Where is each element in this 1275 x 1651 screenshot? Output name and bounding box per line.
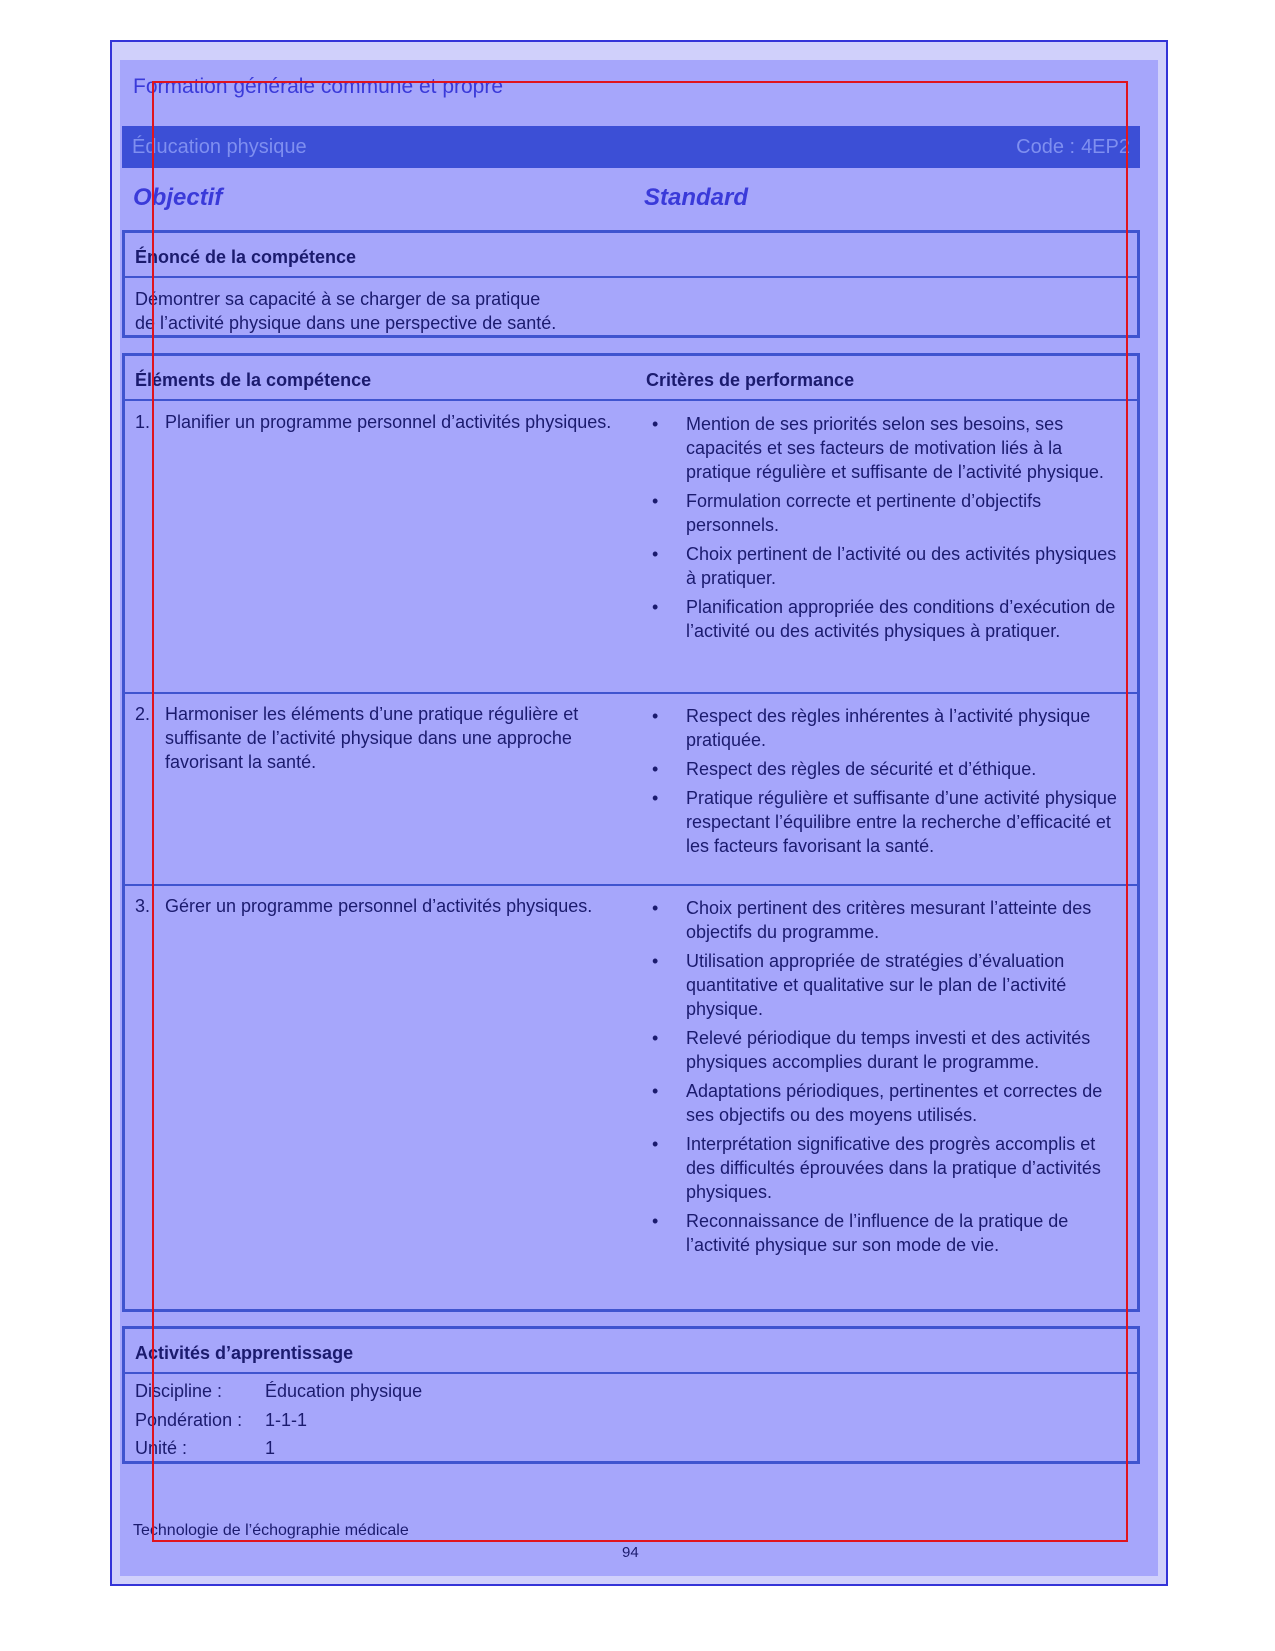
code-value: 4EP2 <box>1081 135 1130 158</box>
course-code <box>1016 136 1130 159</box>
bullet-icon: • <box>652 1134 659 1154</box>
bullet-icon: • <box>652 414 659 434</box>
section-title: Formation générale commune et propre <box>133 75 504 98</box>
list-item <box>650 704 1120 752</box>
criterion-text: Mention de ses priorités selon ses besoins, ses capacités et ses facteurs de motivation liés à la pratique régulière et suffisante de l’activité physique. <box>686 414 1104 482</box>
list-item <box>650 1079 1120 1127</box>
competence-statement-line-2: de l’activité physique dans une perspective de santé. <box>135 313 557 333</box>
element-text: Gérer un programme personnel d’activités physiques. <box>165 896 593 916</box>
footer-program-name: Technologie de l’échographie médicale <box>133 1522 409 1539</box>
criteria-heading: Critères de performance <box>646 370 855 390</box>
learning-activities-heading: Activités d’apprentissage <box>135 1343 354 1363</box>
divider <box>125 276 1137 278</box>
list-item <box>650 757 1120 781</box>
bullet-icon: • <box>652 898 659 918</box>
list-item <box>650 949 1120 1021</box>
weighting-value: 1-1-1 <box>265 1410 308 1430</box>
criterion-text: Interprétation significative des progrès accomplis et des difficultés éprouvées dans la pratique d’activités physiques. <box>686 1134 1101 1202</box>
table-row <box>125 890 1137 1308</box>
bullet-icon: • <box>652 1081 659 1101</box>
competence-statement-heading: Énoncé de la compétence <box>135 247 357 267</box>
elements-criteria-table <box>122 353 1140 1312</box>
bullet-icon: • <box>652 1211 659 1231</box>
list-item <box>650 1026 1120 1074</box>
list-item <box>650 489 1120 537</box>
criteria-list <box>650 896 1120 1262</box>
bullet-icon: • <box>652 491 659 511</box>
list-item <box>650 1132 1120 1204</box>
divider <box>125 692 1137 694</box>
standard-heading: Standard <box>644 184 749 211</box>
discipline-value: Éducation physique <box>265 1381 423 1401</box>
course-title-bar <box>122 126 1140 168</box>
criterion-text: Planification appropriée des conditions d’exécution de l’activité ou des activités physiques à pratiquer. <box>686 597 1116 641</box>
table-row <box>125 698 1137 880</box>
criterion-text: Formulation correcte et pertinente d’objectifs personnels. <box>686 491 1042 535</box>
list-item <box>650 786 1120 858</box>
criterion-text: Respect des règles de sécurité et d’éthique. <box>686 759 1037 779</box>
course-name: Éducation physique <box>132 135 307 158</box>
discipline-label: Discipline : <box>135 1381 223 1401</box>
criterion-text: Adaptations périodiques, pertinentes et correctes de ses objectifs ou des moyens utilisés. <box>686 1081 1103 1125</box>
competence-statement-box <box>122 230 1140 338</box>
criterion-text: Relevé périodique du temps investi et des activités physiques accomplies durant le programme. <box>686 1028 1091 1072</box>
bullet-icon: • <box>652 597 659 617</box>
unit-label: Unité : <box>135 1438 188 1458</box>
criterion-text: Choix pertinent de l’activité ou des activités physiques à pratiquer. <box>686 544 1117 588</box>
element-text: Harmoniser les éléments d’une pratique régulière et suffisante de l’activité physique dans une approche favorisant la santé. <box>165 704 579 772</box>
weighting-label: Pondération : <box>135 1410 243 1430</box>
criteria-list <box>650 704 1120 863</box>
bullet-icon: • <box>652 759 659 779</box>
list-item <box>650 542 1120 590</box>
bullet-icon: • <box>652 1028 659 1048</box>
page-number: 94 <box>622 1544 639 1561</box>
unit-value: 1 <box>265 1438 276 1458</box>
code-label: Code : <box>1016 135 1076 158</box>
bullet-icon: • <box>652 788 659 808</box>
element-number: 2. <box>135 704 151 724</box>
list-item <box>650 595 1120 643</box>
elements-heading: Éléments de la compétence <box>135 370 372 390</box>
element-number: 1. <box>135 412 151 432</box>
table-row <box>125 406 1137 686</box>
divider <box>125 399 1137 401</box>
criterion-text: Choix pertinent des critères mesurant l’atteinte des objectifs du programme. <box>686 898 1092 942</box>
criterion-text: Reconnaissance de l’influence de la pratique de l’activité physique sur son mode de vie. <box>686 1211 1069 1255</box>
element-text: Planifier un programme personnel d’activités physiques. <box>165 412 612 432</box>
criterion-text: Utilisation appropriée de stratégies d’évaluation quantitative et qualitative sur le plan de l’activité physique. <box>686 951 1067 1019</box>
bullet-icon: • <box>652 951 659 971</box>
divider <box>125 884 1137 886</box>
list-item <box>650 412 1120 484</box>
objective-heading: Objectif <box>133 184 223 211</box>
bullet-icon: • <box>652 544 659 564</box>
competence-statement-line-1: Démontrer sa capacité à se charger de sa pratique <box>135 289 541 309</box>
element-number: 3. <box>135 896 151 916</box>
criteria-list <box>650 412 1120 648</box>
list-item <box>650 1209 1120 1257</box>
learning-activities-box <box>122 1326 1140 1464</box>
divider <box>125 1372 1137 1374</box>
criterion-text: Respect des règles inhérentes à l’activité physique pratiquée. <box>686 706 1091 750</box>
list-item <box>650 896 1120 944</box>
criterion-text: Pratique régulière et suffisante d’une activité physique respectant l’équilibre entre la recherche d’efficacité et les facteurs favorisant la santé. <box>686 788 1117 856</box>
bullet-icon: • <box>652 706 659 726</box>
